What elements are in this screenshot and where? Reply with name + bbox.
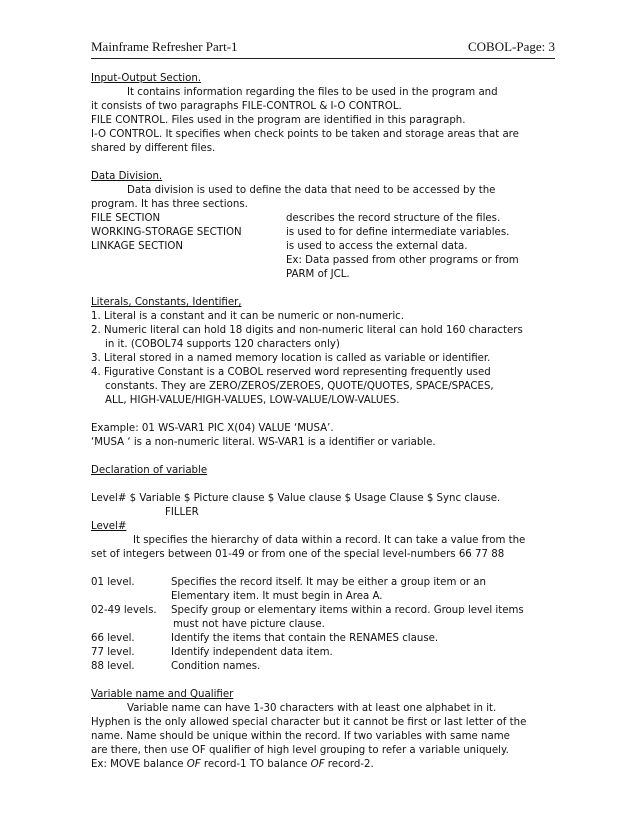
section-desc: is used to for define intermediate variables. xyxy=(286,227,510,238)
level-row xyxy=(91,576,561,590)
level-row xyxy=(91,632,561,646)
header-title: Mainframe Refresher Part-1 xyxy=(91,39,238,54)
section-row xyxy=(91,212,561,226)
section-row xyxy=(91,226,561,240)
data-division-line: program. It has three sections. xyxy=(91,199,248,210)
section-desc: describes the record structure of the files. xyxy=(286,213,501,224)
variable-name-line: name. Name should be unique within the record. If two variables with same name xyxy=(91,731,510,742)
level-heading: Level# xyxy=(91,521,127,532)
io-paragraph-line: it consists of two paragraphs FILE-CONTROL & I-O CONTROL. xyxy=(91,101,402,112)
io-paragraph-line: I-O CONTROL. It specifies when check points to be taken and storage areas that are xyxy=(91,129,519,140)
level-paragraph-line: It specifies the hierarchy of data within a record. It can take a value from the xyxy=(133,535,526,546)
level-desc-cont: must not have picture clause. xyxy=(173,619,325,630)
io-paragraph-line: FILE CONTROL. Files used in the program are identified in this paragraph. xyxy=(91,115,466,126)
literal-item-cont: constants. They are ZERO/ZEROS/ZEROES, QUOTE/QUOTES, SPACE/SPACES, xyxy=(105,381,494,392)
section-row xyxy=(91,268,561,282)
example-text: record-1 TO balance xyxy=(200,759,311,770)
io-section-heading: Input-Output Section. xyxy=(91,73,202,84)
literal-item: 4. Figurative Constant is a COBOL reserved word representing frequently used xyxy=(91,367,491,378)
level-desc: Condition names. xyxy=(171,661,261,672)
header-rule xyxy=(91,58,555,59)
level-desc: Specify group or elementary items within a record. Group level items xyxy=(171,605,524,616)
filler-keyword: FILLER xyxy=(165,507,199,518)
example-line: ‘MUSA ‘ is a non-numeric literal. WS-VAR1 is a identifier or variable. xyxy=(91,437,436,448)
level-row xyxy=(91,660,561,674)
literal-item: 3. Literal stored in a named memory location is called as variable or identifier. xyxy=(91,353,491,364)
section-desc: PARM of JCL. xyxy=(286,269,350,280)
of-keyword: OF xyxy=(186,759,201,770)
section-desc: Ex: Data passed from other programs or from xyxy=(286,255,519,266)
section-name: FILE SECTION xyxy=(91,213,161,224)
variable-name-line: Hyphen is the only allowed special character but it cannot be first or last letter of the xyxy=(91,717,527,728)
section-desc: is used to access the external data. xyxy=(286,241,468,252)
literals-heading: Literals, Constants, Identifier, xyxy=(91,297,242,308)
example-text: record-2. xyxy=(324,759,374,770)
section-name: LINKAGE SECTION xyxy=(91,241,184,252)
level-row xyxy=(91,590,561,604)
variable-name-heading: Variable name and Qualifier xyxy=(91,689,234,700)
level-desc-cont: Elementary item. It must begin in Area A. xyxy=(171,591,383,602)
literal-item-cont: in it. (COBOL74 supports 120 characters only) xyxy=(105,339,340,350)
variable-name-line: Variable name can have 1-30 characters with at least one alphabet in it. xyxy=(127,703,497,714)
level-key: 02-49 levels. xyxy=(91,605,157,616)
declaration-heading: Declaration of variable xyxy=(91,465,208,476)
example-text: Ex: MOVE balance xyxy=(91,759,187,770)
level-key: 88 level. xyxy=(91,661,135,672)
level-key: 01 level. xyxy=(91,577,135,588)
level-key: 77 level. xyxy=(91,647,135,658)
level-desc: Specifies the record itself. It may be either a group item or an xyxy=(171,577,486,588)
level-row xyxy=(91,618,561,632)
document-body xyxy=(91,72,561,772)
section-name: WORKING-STORAGE SECTION xyxy=(91,227,242,238)
header-page-number: COBOL-Page: 3 xyxy=(467,39,555,54)
level-paragraph-line: set of integers between 01-49 or from one of the special level-numbers 66 77 88 xyxy=(91,549,505,560)
io-paragraph-line: It contains information regarding the files to be used in the program and xyxy=(127,87,498,98)
section-row xyxy=(91,240,561,254)
page-header xyxy=(91,39,555,59)
io-paragraph-line: shared by different files. xyxy=(91,143,216,154)
of-keyword: OF xyxy=(310,759,325,770)
level-desc: Identify the items that contain the RENAMES clause. xyxy=(171,633,439,644)
literal-item: 2. Numeric literal can hold 18 digits and non-numeric literal can hold 160 characters xyxy=(91,325,523,336)
level-key: 66 level. xyxy=(91,633,135,644)
literal-item: 1. Literal is a constant and it can be numeric or non-numeric. xyxy=(91,311,404,322)
literal-item-cont: ALL, HIGH-VALUE/HIGH-VALUES, LOW-VALUE/LOW-VALUES. xyxy=(105,395,400,406)
data-division-line: Data division is used to define the data that need to be accessed by the xyxy=(127,185,496,196)
level-row xyxy=(91,604,561,618)
data-division-heading: Data Division. xyxy=(91,171,163,182)
example-line: Example: 01 WS-VAR1 PIC X(04) VALUE ‘MUSA’. xyxy=(91,423,334,434)
section-row xyxy=(91,254,561,268)
variable-name-line: are there, then use OF qualifier of high level grouping to refer a variable uniquely. xyxy=(91,745,509,756)
variable-name-example xyxy=(91,758,561,772)
declaration-syntax: Level# $ Variable $ Picture clause $ Value clause $ Usage Clause $ Sync clause. xyxy=(91,493,501,504)
level-row xyxy=(91,646,561,660)
level-desc: Identify independent data item. xyxy=(171,647,333,658)
